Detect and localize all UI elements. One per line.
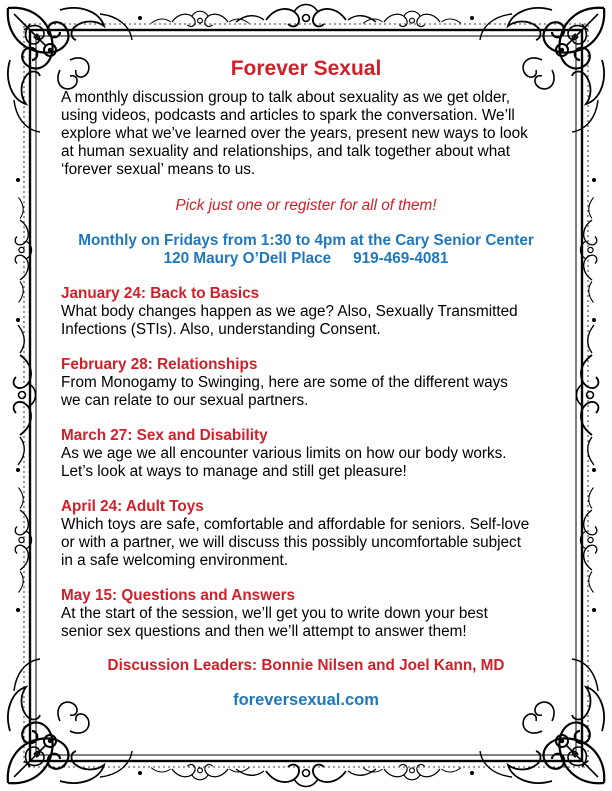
- tagline: Pick just one or register for all of them!: [175, 197, 437, 214]
- session-title: April 24: Adult Toys: [61, 498, 204, 515]
- schedule-line: Monthly on Fridays from 1:30 to 4pm at the Cary Senior Center: [78, 232, 534, 249]
- flyer-content: [61, 56, 551, 710]
- session-title: January 24: Back to Basics: [61, 285, 260, 302]
- session-item: [61, 356, 551, 410]
- intro-line: explore what we’ve learned over the years, present new ways to look: [61, 125, 528, 142]
- description-line: From Monogamy to Swinging, here are some of the different ways: [61, 374, 508, 391]
- session-item: [61, 427, 551, 481]
- intro-line: using videos, podcasts and articles to spark the conversation. We’ll: [61, 107, 515, 124]
- session-title: May 15: Questions and Answers: [61, 587, 296, 604]
- description-line: we can relate to our sexual partners.: [61, 392, 309, 409]
- session-description: [61, 445, 551, 481]
- location-line: [61, 250, 551, 268]
- session-description: [61, 303, 551, 339]
- description-line: Let’s look at ways to manage and still get pleasure!: [61, 463, 407, 480]
- phone-number: 919-469-4081: [353, 250, 449, 267]
- session-title: March 27: Sex and Disability: [61, 427, 268, 444]
- session-title: February 28: Relationships: [61, 356, 258, 373]
- description-line: Infections (STIs). Also, understanding Consent.: [61, 321, 381, 338]
- address: 120 Maury O’Dell Place: [163, 250, 332, 267]
- session-item: [61, 498, 551, 570]
- schedule-info: [61, 232, 551, 268]
- description-line: senior sex questions and then we’ll attempt to answer them!: [61, 623, 467, 640]
- description-line: As we age we all encounter various limits on how our body works.: [61, 445, 507, 462]
- session-description: [61, 516, 551, 570]
- session-description: [61, 374, 551, 410]
- website-link[interactable]: foreversexual.com: [233, 691, 379, 709]
- session-description: [61, 605, 551, 641]
- description-line: in a safe welcoming environment.: [61, 552, 289, 569]
- discussion-leaders: Discussion Leaders: Bonnie Nilsen and Joel Kann, MD: [107, 657, 505, 674]
- intro-line: A monthly discussion group to talk about sexuality as we get older,: [61, 89, 510, 106]
- intro-line: ‘forever sexual’ means to us.: [61, 161, 256, 178]
- intro-line: at human sexuality and relationships, and talk together about what: [61, 143, 510, 160]
- flyer-title: Forever Sexual: [230, 57, 382, 80]
- intro-paragraph: [61, 89, 551, 179]
- description-line: At the start of the session, we’ll get you to write down your best: [61, 605, 488, 622]
- session-item: [61, 587, 551, 641]
- description-line: What body changes happen as we age? Also, Sexually Transmitted: [61, 303, 518, 320]
- session-item: [61, 285, 551, 339]
- description-line: or with a partner, we will discuss this possibly uncomfortable subject: [61, 534, 521, 551]
- description-line: Which toys are safe, comfortable and affordable for seniors. Self-love: [61, 516, 530, 533]
